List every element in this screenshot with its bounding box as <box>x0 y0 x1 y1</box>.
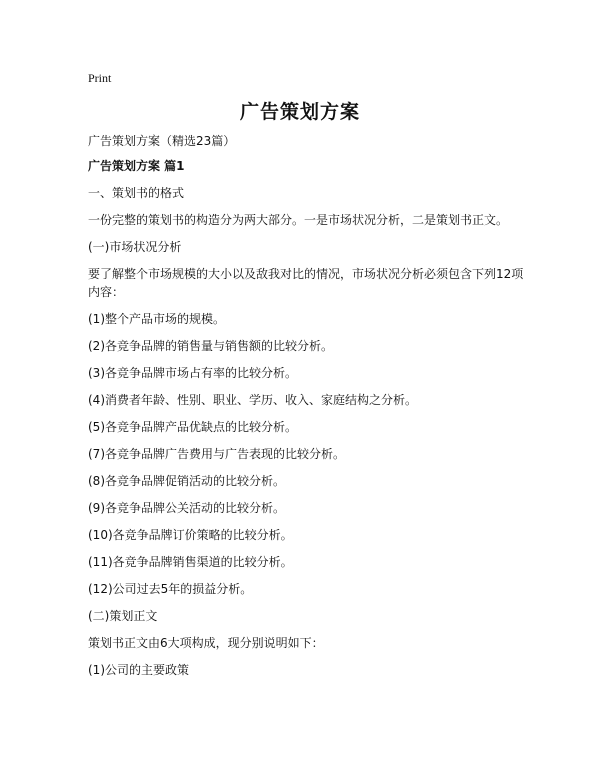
paragraph: (3)各竞争品牌市场占有率的比较分析。 <box>88 366 297 380</box>
paragraph: (8)各竞争品牌促销活动的比较分析。 <box>88 474 285 488</box>
paragraph: (二)策划正文 <box>88 609 158 623</box>
paragraph: (2)各竞争品牌的销售量与销售额的比较分析。 <box>88 339 333 353</box>
paragraph: (9)各竞争品牌公关活动的比较分析。 <box>88 501 285 515</box>
document-title: 广告策划方案 <box>239 101 360 123</box>
paragraph: (10)各竞争品牌订价策略的比较分析。 <box>88 528 293 542</box>
section-heading: 广告策划方案 篇1 <box>88 159 185 173</box>
paragraph: (1)整个产品市场的规模。 <box>88 312 225 326</box>
paragraph: 策划书正文由6大项构成，现分别说明如下： <box>88 636 324 650</box>
paragraph: (1)公司的主要政策 <box>88 663 189 677</box>
document-body <box>88 132 528 688</box>
paragraph: (11)各竞争品牌销售渠道的比较分析。 <box>88 555 293 569</box>
paragraph: (12)公司过去5年的损益分析。 <box>88 582 253 596</box>
paragraph: (4)消费者年龄、性别、职业、学历、收入、家庭结构之分析。 <box>88 393 418 407</box>
paragraph: 要了解整个市场规模的大小以及敌我对比的情况，市场状况分析必须包含下列12项内容： <box>88 267 524 299</box>
document-subtitle: 广告策划方案（精选23篇） <box>88 134 236 148</box>
paragraph: (7)各竞争品牌广告费用与广告表现的比较分析。 <box>88 447 345 461</box>
print-label: Print <box>88 71 112 85</box>
paragraph: (一)市场状况分析 <box>88 240 182 254</box>
paragraph: (5)各竞争品牌产品优缺点的比较分析。 <box>88 420 297 434</box>
paragraph: 一、策划书的格式 <box>88 186 185 200</box>
paragraph: 一份完整的策划书的构造分为两大部分。一是市场状况分析，二是策划书正文。 <box>88 213 509 227</box>
